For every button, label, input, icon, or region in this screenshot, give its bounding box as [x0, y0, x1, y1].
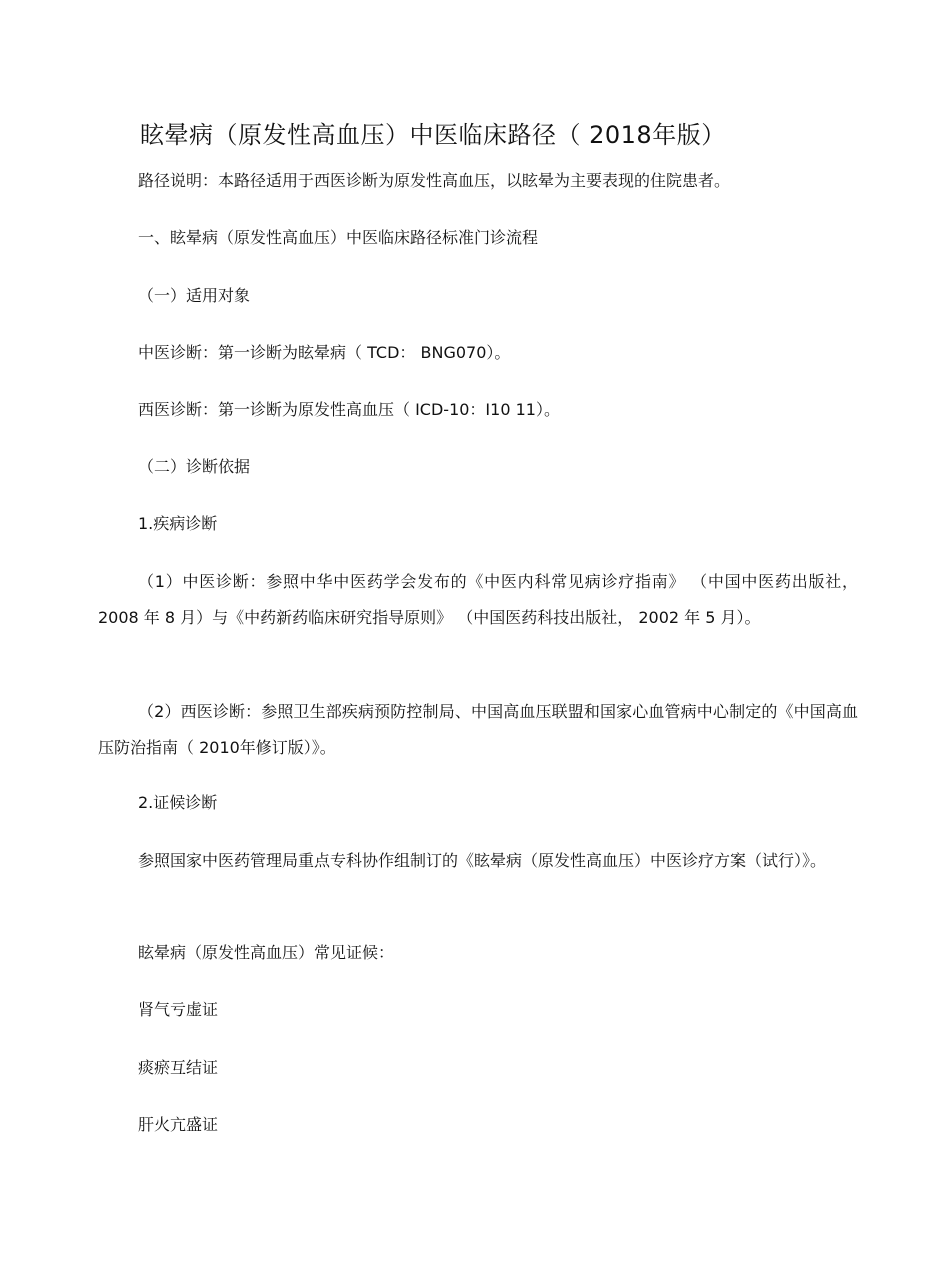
syndromes-heading: 眩晕病（原发性高血压）常见证候：	[138, 943, 395, 962]
syndrome-item: 肾气亏虚证	[138, 1000, 219, 1019]
path-note: 路径说明：本路径适用于西医诊断为原发性高血压，以眩晕为主要表现的住院患者。	[138, 171, 731, 190]
subsection-heading-basis: （二）诊断依据	[138, 457, 251, 476]
subsection-heading-applicable: （一）适用对象	[138, 286, 251, 305]
syndrome-item: 痰瘀互结证	[138, 1058, 219, 1077]
paragraph-syndrome-reference: 参照国家中医药管理局重点专科协作组制订的《眩晕病（原发性高血压）中医诊疗方案（试行）》。	[138, 851, 827, 870]
section-heading-1: 一、眩晕病（原发性高血压）中医临床路径标准门诊流程	[138, 228, 539, 247]
document-title: 眩晕病（原发性高血压）中医临床路径（ 2018年版）	[140, 121, 726, 149]
tcm-diagnosis-line: 中医诊断：第一诊断为眩晕病（ TCD： BNG070）。	[138, 343, 511, 362]
paragraph-western-diagnosis-reference: （2）西医诊断：参照卫生部疾病预防控制局、中国高血压联盟和国家心血管病中心制定的《中国高血压防治指南（ 2010年修订版）》。	[98, 702, 858, 757]
item-heading-syndrome-diagnosis: 2.证候诊断	[138, 793, 218, 812]
paragraph-tcm-diagnosis-reference: （1）中医诊断：参照中华中医药学会发布的《中医内科常见病诊疗指南》 （中国中医药出版社， 2008 年 8 月）与《中药新药临床研究指导原则》 （中国医药科技出版社， 2002 年 5 月）。	[98, 572, 858, 627]
item-heading-disease-diagnosis: 1.疾病诊断	[138, 514, 218, 533]
western-diagnosis-line: 西医诊断：第一诊断为原发性高血压（ ICD-10：I10 11）。	[138, 400, 560, 419]
syndrome-item: 肝火亢盛证	[138, 1115, 219, 1134]
